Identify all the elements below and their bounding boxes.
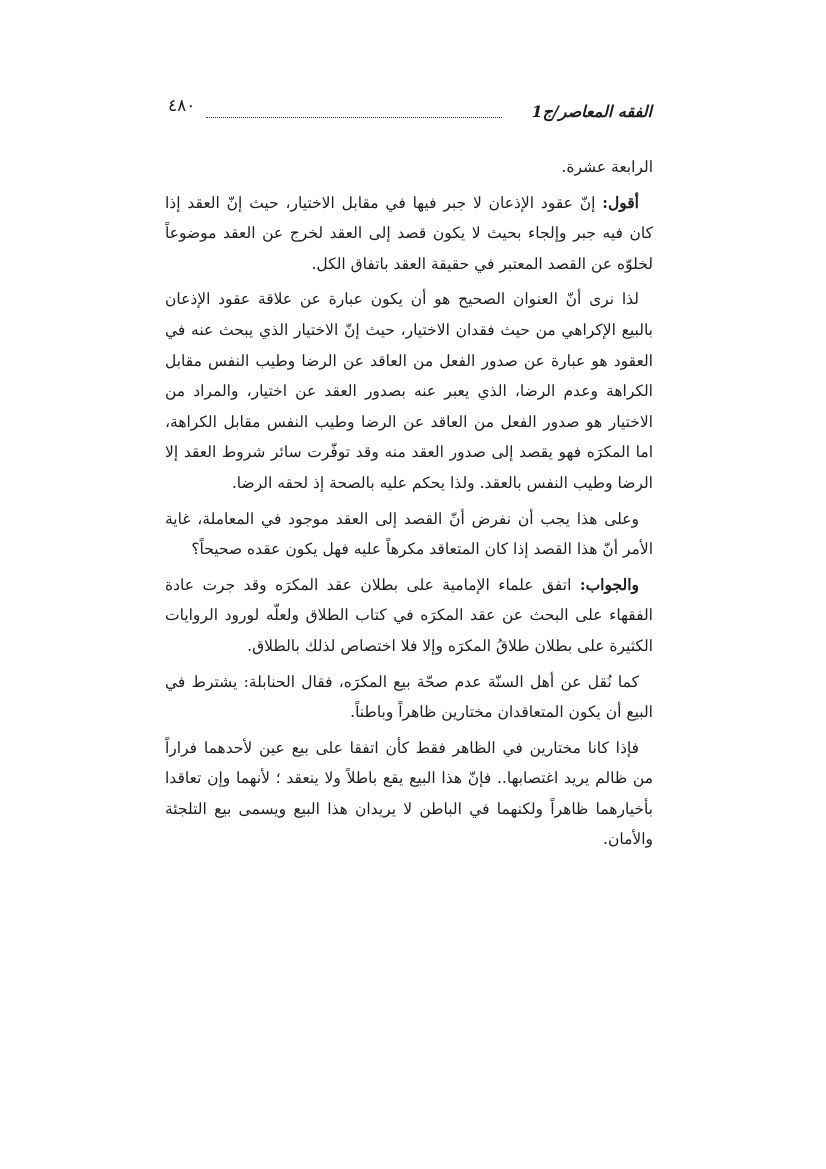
- paragraph-text: وعلى هذا يجب أن نفرض أنّ القصد إلى العقد موجود في المعاملة، غاية الأمر أنّ هذا القصد إذا كان المتعاقد مكرهاً عليه فهل يكون عقده صحيحاً؟: [165, 509, 653, 559]
- paragraph-text: لذا نرى أنّ العنوان الصحيح هو أن يكون عبارة عن علاقة عقود الإذعان بالبيع الإكراهي من حيث فقدان الاختيار، حيث إنّ الاختيار الذي يبحث عنه في العقود هو عبارة عن صدور الفعل من العاقد عن الرضا وطيب النفس مقابل الكراهة وعدم الرضا، الذي يعبر عنه بصدور العقد عن اختيار، والمراد من الاختيار هو صدور الفعل من العاقد عن الرضا وطيب النفس مقابل الكراهة، اما المكرَه فهو يقصد إلى صدور العقد منه وقد توفّرت سائر شروط العقد إلا الرضا وطيب النفس بالعقد. ولذا يحكم عليه بالصحة إذ لحقه الرضا.: [165, 290, 653, 492]
- paragraph-text: إنّ عقود الإذعان لا جبر فيها في مقابل الاختيار، حيث إنّ العقد إذا كان فيه جبر وإلجاء بحيث لا يكون قصد إلى العقد لخرج عن العقد موضوعاً لخلوّه عن القصد المعتبر في حقيقة العقد باتفاق الكل.: [165, 193, 653, 273]
- paragraph-text: فإذا كانا مختارين في الظاهر فقط كأن اتفقا على بيع عين لأحدهما فراراً من ظالم يريد اغتصابها.. فإنّ هذا البيع يقع باطلاً ولا ينعقد ؛ لأنهما وإن تعاقدا بأخيارهما ظاهراً ولكنهما في الباطن لا يريدان هذا البيع ويسمى بيع التلجئة والأمان.: [165, 738, 653, 849]
- paragraph: [165, 570, 653, 662]
- paragraph: [165, 152, 653, 183]
- paragraph: [165, 284, 653, 498]
- paragraph: [165, 188, 653, 280]
- paragraph-text: كما نُقل عن أهل السنّة عدم صحّة بيع المكرَه، فقال الحنابلة: يشترط في البيع أن يكون المتعاقدان مختارين ظاهراً وباطناً.: [165, 672, 653, 722]
- dotted-leader: [206, 117, 502, 118]
- body-text: [165, 152, 653, 860]
- paragraph: [165, 504, 653, 565]
- paragraph: [165, 667, 653, 728]
- running-title: الفقه المعاصر/ج1: [531, 102, 652, 121]
- paragraph-text: اتفق علماء الإمامية على بطلان عقد المكرَه وقد جرت عادة الفقهاء على البحث عن عقد المكرَه في كتاب الطلاق ولعلّه لورود الروايات الكثيرة على بطلان طلاقُ المكرَه وإلا فلا اختصاص لذلك بالطلاق.: [165, 575, 653, 655]
- paragraph: [165, 733, 653, 855]
- paragraph-lead: أقول:: [602, 192, 639, 212]
- paragraph-lead: والجواب:: [579, 574, 639, 594]
- page-number: ٤٨٠: [168, 96, 196, 116]
- page-header: [166, 96, 652, 126]
- paragraph-text: الرابعة عشرة.: [561, 158, 653, 176]
